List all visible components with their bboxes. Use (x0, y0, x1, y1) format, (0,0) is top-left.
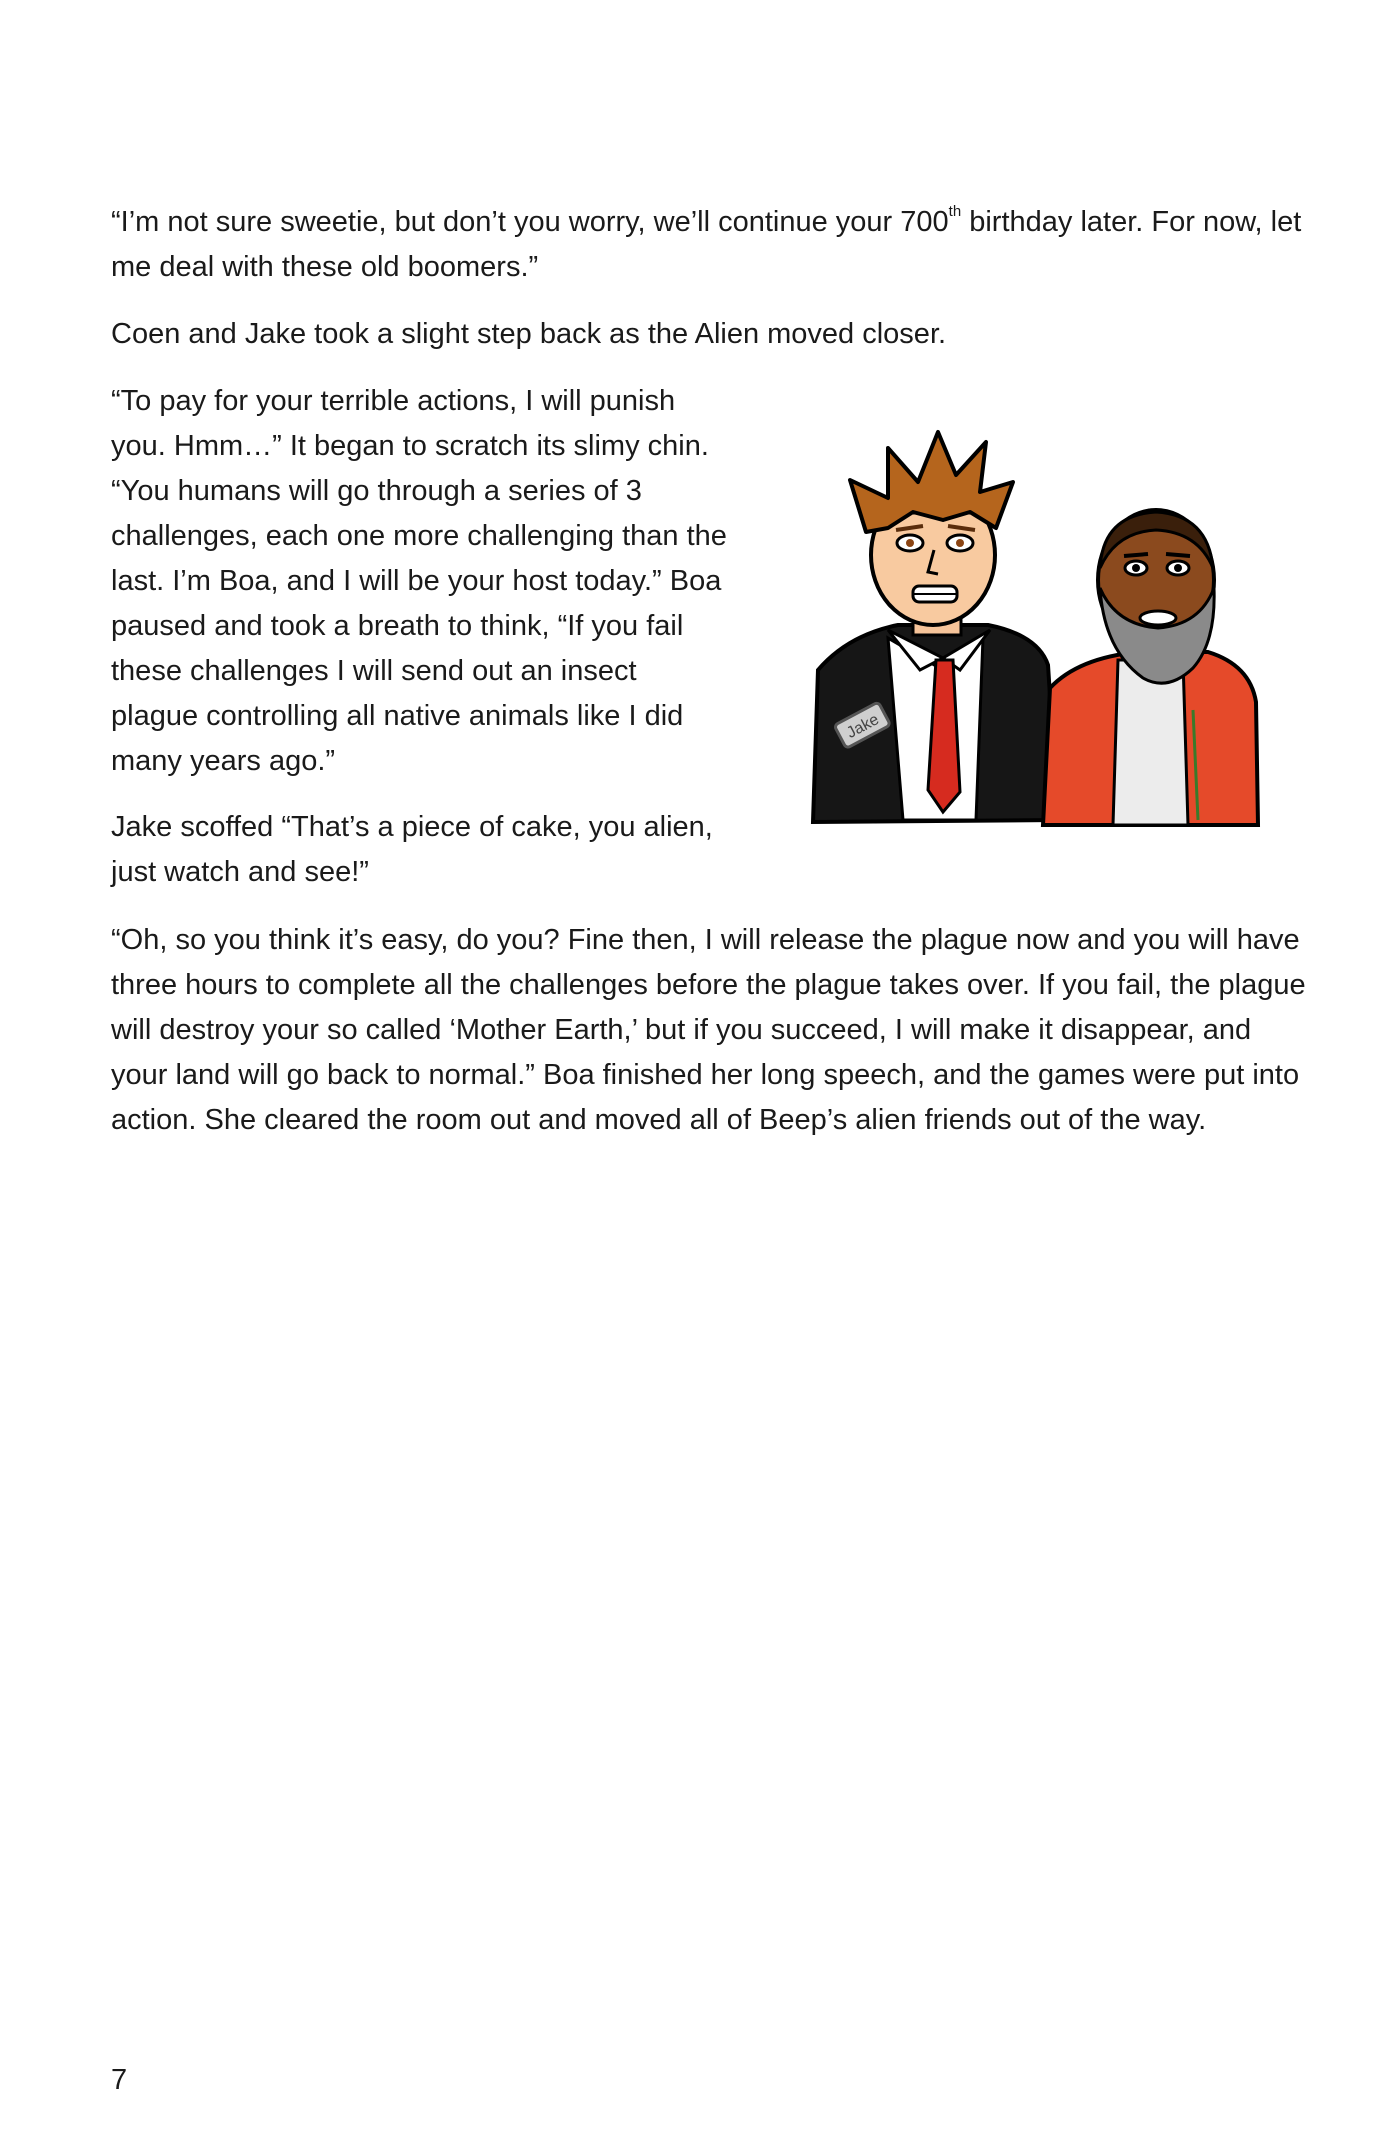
paragraph-step-back: Coen and Jake took a slight step back as the Alien moved closer. (111, 318, 947, 350)
name-tag-label: Jake (844, 711, 882, 742)
ordinal-superscript: th (948, 203, 962, 221)
paragraph-plague-released: “Oh, so you think it’s easy, do you? Fine then, I will release the plague now and you will have three hours to complete all the challenges before the plague takes over. If you fail, the plague will destroy your so called ‘Mother Earth,’ but if you succeed, I will make it disappear, and your land will go back to normal.” Boa finished her long speech, and the games were put into action. She cleared the room out and moved all of Beep’s alien friends out of the way. (111, 924, 1306, 1136)
paragraph-text: birthday later. For now, let me deal with these old boomers.” (111, 206, 1302, 283)
jake-and-coen-illustration (738, 420, 1298, 860)
page-number: 7 (111, 2064, 128, 2096)
paragraph-jake-scoffed: Jake scoffed “That’s a piece of cake, you alien, just watch and see!” (111, 811, 713, 888)
paragraph-birthday (111, 200, 1311, 290)
paragraph-challenges: “To pay for your terrible actions, I will punish you. Hmm…” It began to scratch its slimy chin. “You humans will go through a series of 3 challenges, each one more challenging than the last. I’m Boa, and I will be your host today.” Boa paused and took a breath to think, “If you fail these challenges I will send out an insect plague controlling all native animals like I did many years ago.” (111, 385, 727, 777)
paragraph-text: “I’m not sure sweetie, but don’t you worry, we’ll continue your 700 (111, 206, 949, 238)
